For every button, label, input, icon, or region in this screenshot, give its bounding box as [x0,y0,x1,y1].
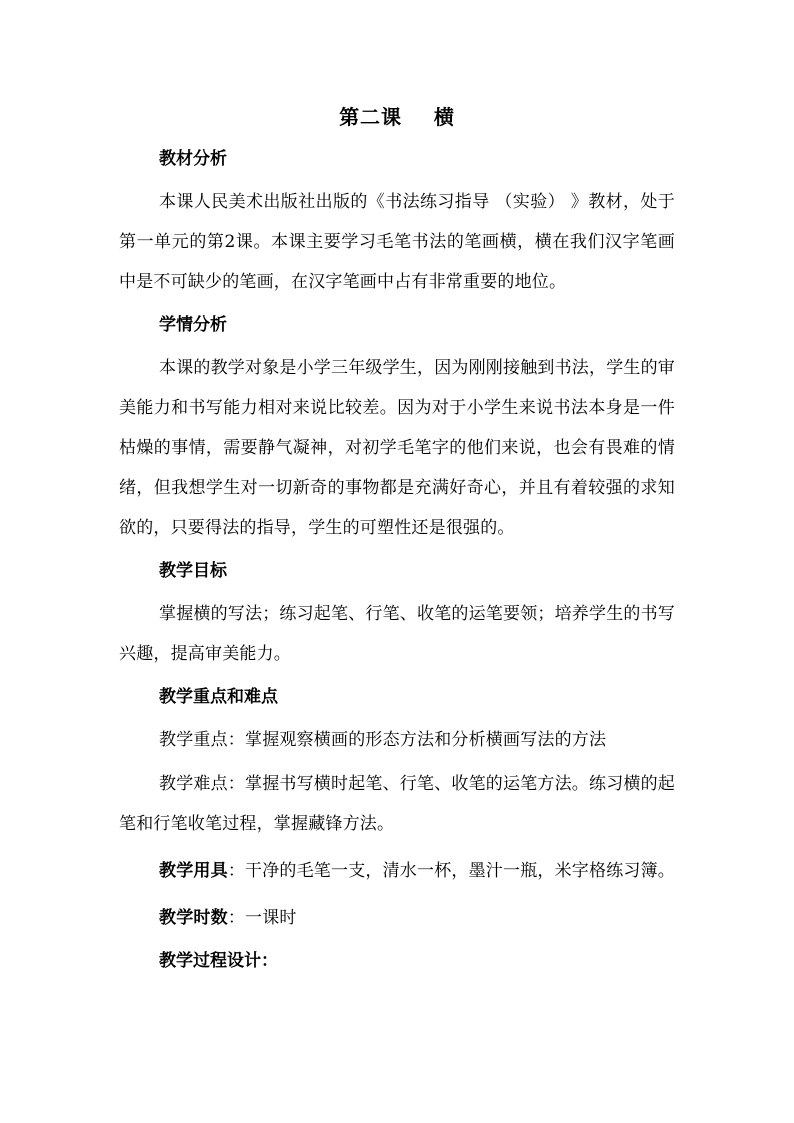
tools-text: ：干净的毛笔一支，清水一杯，墨汁一瓶，米字格练习簿。 [227,861,676,881]
time-paragraph [119,898,675,938]
section-heading-material: 教材分析 [159,149,227,169]
tools-label: 教学用具 [159,861,228,881]
time-text: ：一课时 [227,908,297,928]
page-title: 第二课 横 [339,105,455,129]
section-heading-key-points: 教学重点和难点 [159,687,278,707]
key-focus-paragraph: 教学重点：掌握观察横画的形态方法和分析横画写法的方法 [159,730,607,750]
time-label: 教学时数 [159,908,228,928]
goals-paragraph: 掌握横的写法；练习起笔、行笔、收笔的运笔要领；培养学生的书写兴趣，提高审美能力。 [119,604,675,664]
tools-paragraph [119,851,675,891]
section-heading-students: 学情分析 [159,315,227,335]
key-difficulty-paragraph: 教学难点：掌握书写横时起笔、行笔、收笔的运笔方法。练习横的起笔和行笔收笔过程，掌握藏锋方法。 [119,774,675,834]
students-paragraph: 本课的教学对象是小学三年级学生，因为刚刚接触到书法，学生的审美能力和书写能力相对来说比较差。因为对于小学生来说书法本身是一件枯燥的事情，需要静气凝神，对初学毛笔字的他们来说，也会有畏难的情绪，但我想学生对一切新奇的事物都是充满好奇心，并且有着较强的求知欲的，只要得法的指导，学生的可塑性还是很强的。 [119,358,675,538]
section-heading-goals: 教学目标 [159,561,227,581]
section-heading-process: 教学过程设计： [159,951,278,971]
document-body [119,143,675,984]
material-paragraph: 本课人民美术出版社出版的《书法练习指导 （实验） 》教材，处于第一单元的第2课。本课主要学习毛笔书法的笔画横，横在我们汉字笔画中是不可缺少的笔画，在汉字笔画中占有非常重要的地位。 [119,192,675,292]
